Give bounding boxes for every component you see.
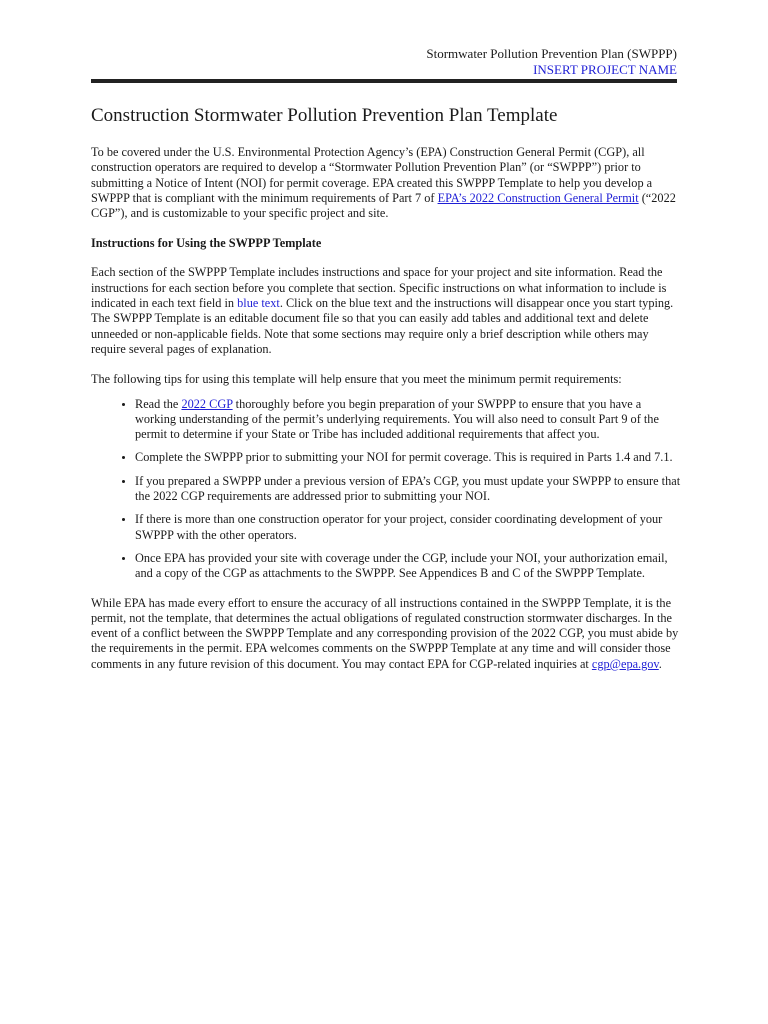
list-item: • If there is more than one construction operator for your project, consider coordinating development of your SWPPP with the other operators. [135,512,681,543]
document-body [91,104,681,687]
page-title: Construction Stormwater Pollution Prevention Plan Template [91,105,558,126]
instructions-paragraph [91,265,681,357]
header-project-name[interactable]: INSERT PROJECT NAME [533,62,677,77]
intro-paragraph [91,145,681,221]
instructions-text-a: Each section of the SWPPP Template includes instructions and space for your project and site information. Read the instructions for each section before you complete that section. Specific instructions on what information to include is indicated in each text field in [91,265,667,311]
tips-intro: The following tips for using this template will help ensure that you meet the minimum permit requirements: [91,372,622,387]
tips-list [91,397,681,582]
intro-text-b: (“2022 CGP”), and is customizable to your specific project and site. [91,190,676,221]
header-doc-title: Stormwater Pollution Prevention Plan (SWPPP) [426,46,677,61]
closing-text-b: . [658,656,662,671]
list-item: • If you prepared a SWPPP under a previous version of EPA’s CGP, you must update your SWPPP to ensure that the 2022 CGP requirements are addressed prior to submitting your NOI. [135,474,681,505]
instructions-text-b: . Click on the blue text and the instructions will disappear once you start typing. The SWPPP Template is an editable document file so that you can easily add tables and additional text and delete unneeded or non-applicable fields. Note that some sections may require only a brief description while others may require several pages of explanation. [91,296,674,356]
intro-text-a: To be covered under the U.S. Environmental Protection Agency’s (EPA) Construction General Permit (CGP), all construction operators are required to develop a “Stormwater Pollution Prevention Plan” (or “SWPPP”) prior to submitting a Notice of Intent (NOI) for permit coverage. EPA created this SWPPP Template to help you develop a SWPPP that is compliant with the minimum requirements of Part 7 of [91,145,653,205]
tip1-text-a: Read the [135,396,182,411]
closing-paragraph [91,596,681,672]
email-link[interactable]: cgp@epa.gov [591,656,659,671]
cgp-2022-link[interactable]: EPA’s 2022 Construction General Permit [437,190,639,205]
tip1-text-b: thoroughly before you begin preparation of your SWPPP to ensure that you have a working understanding of the permit’s underlying requirements. You will also need to consult Part 9 of the permit to determine if your State or Tribe has included additional requirements that affect you. [135,396,659,442]
closing-text-a: While EPA has made every effort to ensure the accuracy of all instructions contained in the SWPPP Template, it is the permit, not the template, that determines the actual obligations of regulated construction stormwater discharges. In the event of a conflict between the SWPPP Template and any corresponding provision of the 2022 CGP, you must abide by the requirements in the permit. EPA welcomes comments on the SWPPP Template at any time and will consider those comments in any future revision of this document. You may contact EPA for CGP-related inquiries at [91,595,679,671]
list-item: • Once EPA has provided your site with coverage under the CGP, include your NOI, your authorization email, and a copy of the CGP as attachments to the SWPPP. See Appendices B and C of the SWPPP Template. [135,551,681,582]
header-rule [91,79,677,83]
list-item [135,397,681,443]
list-item: • Complete the SWPPP prior to submitting your NOI for permit coverage. This is required in Parts 1.4 and 7.1. [135,450,681,465]
cgp-link[interactable]: 2022 CGP [181,396,233,411]
instructions-heading: Instructions for Using the SWPPP Template [91,236,322,251]
blue-text-example: blue text [237,296,280,311]
